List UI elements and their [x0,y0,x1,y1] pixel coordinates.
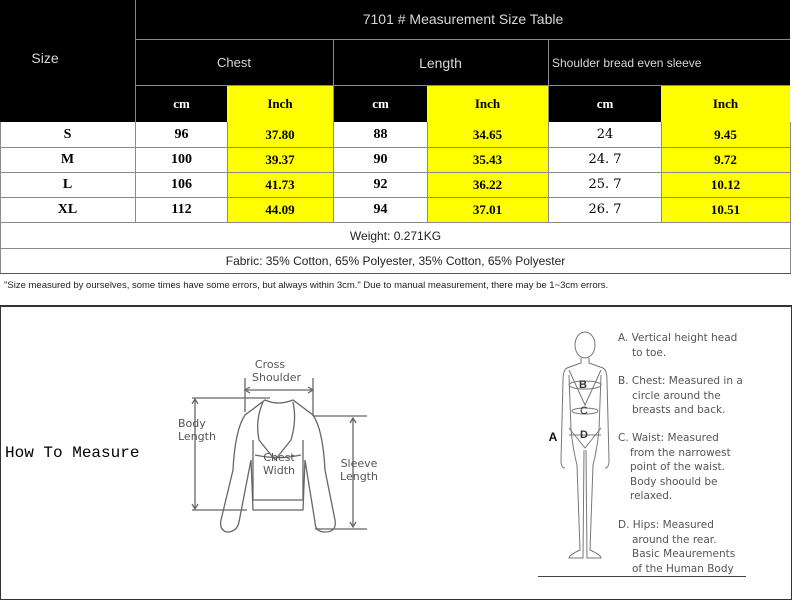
svg-text:D: D [580,429,588,441]
measurement-disclaimer: "Size measured by ourselves, some times have some errors, but always within 3cm." Due to manual measurement, there may be 1~3cm errors. [4,280,609,291]
chest-width-label: Chest Width [263,451,295,477]
shoulder-cm-cell: 24 [596,127,614,142]
description-a: A. Vertical height head to toe. [618,332,738,359]
length-cm-cell: 88 [373,126,388,142]
baseline-divider [538,576,746,577]
chest-inch-header: Inch [227,86,333,122]
grid-line [333,39,334,122]
svg-text:B: B [579,379,587,391]
length-inch-cell: 35.43 [427,147,548,172]
grid-line [135,85,790,86]
size-column-header: Size [0,0,90,115]
shoulder-inch-cell: 10.12 [661,172,790,197]
grid-line [135,0,136,122]
how-to-measure-title: How To Measure [5,444,140,462]
size-cell: M [60,151,75,167]
shoulder-cm-cell: 24. 7 [588,152,622,167]
grid-line [0,273,791,274]
chest-inch-cell: 37.80 [227,122,333,147]
length-cm-cell: 90 [373,151,388,167]
svg-text:C: C [580,405,588,417]
chest-group-header: Chest [136,40,332,85]
chest-inch-cell: 39.37 [227,147,333,172]
shoulder-cm-cell: 25. 7 [588,177,622,192]
cross-shoulder-label: Cross Shoulder [252,358,301,384]
shoulder-inch-header: Inch [661,86,790,122]
human-body-diagram-icon [555,330,615,570]
length-cm-cell: 92 [373,176,388,192]
grid-line [135,39,790,40]
shoulder-inch-cell: 10.51 [661,197,790,222]
length-cm-cell: 94 [373,201,388,217]
chest-cm-cell: 100 [171,151,192,167]
fabric-info: Fabric: 35% Cotton, 65% Polyester, 35% Cotton, 65% Polyester [225,254,566,268]
length-group-header: Length [334,40,547,85]
chest-cm-cell: 106 [171,176,192,192]
marker-a: A [548,430,558,444]
size-cell: S [63,126,72,142]
table-title: 7101 # Measurement Size Table [136,0,790,38]
chest-inch-cell: 44.09 [227,197,333,222]
shoulder-group-header: Shoulder bread even sleeve [549,40,790,85]
grid-line [790,122,791,273]
chest-cm-cell: 112 [171,201,192,217]
weight-info: Weight: 0.271KG [349,228,442,243]
sleeve-length-label: Sleeve Length [340,457,378,483]
shoulder-inch-cell: 9.45 [661,122,790,147]
length-inch-header: Inch [427,86,548,122]
size-cell: L [62,176,73,192]
grid-line [0,197,790,198]
shoulder-inch-cell: 9.72 [661,147,790,172]
grid-line [548,39,549,122]
length-inch-cell: 34.65 [427,122,548,147]
description-c: C. Waist: Measured from the narrowest point of the waist. Body shoould be relaxed. [618,432,731,502]
length-inch-cell: 37.01 [427,197,548,222]
chest-inch-cell: 41.73 [227,172,333,197]
sweater-diagram-icon [175,360,375,540]
size-cell: XL [57,201,78,217]
length-inch-cell: 36.22 [427,172,548,197]
chest-cm-cell: 96 [174,126,189,142]
body-length-label: Body Length [178,417,216,443]
grid-line [0,147,790,148]
shoulder-cm-header: cm [549,86,661,122]
length-cm-header: cm [334,86,427,122]
shoulder-cm-cell: 26. 7 [588,202,622,217]
grid-line [0,172,790,173]
description-b: B. Chest: Measured in a circle around the breasts and back. [618,375,743,416]
chest-cm-header: cm [136,86,227,122]
description-d: D. Hips: Measured around the rear. Basic Meaurements of the Human Body [618,519,736,575]
